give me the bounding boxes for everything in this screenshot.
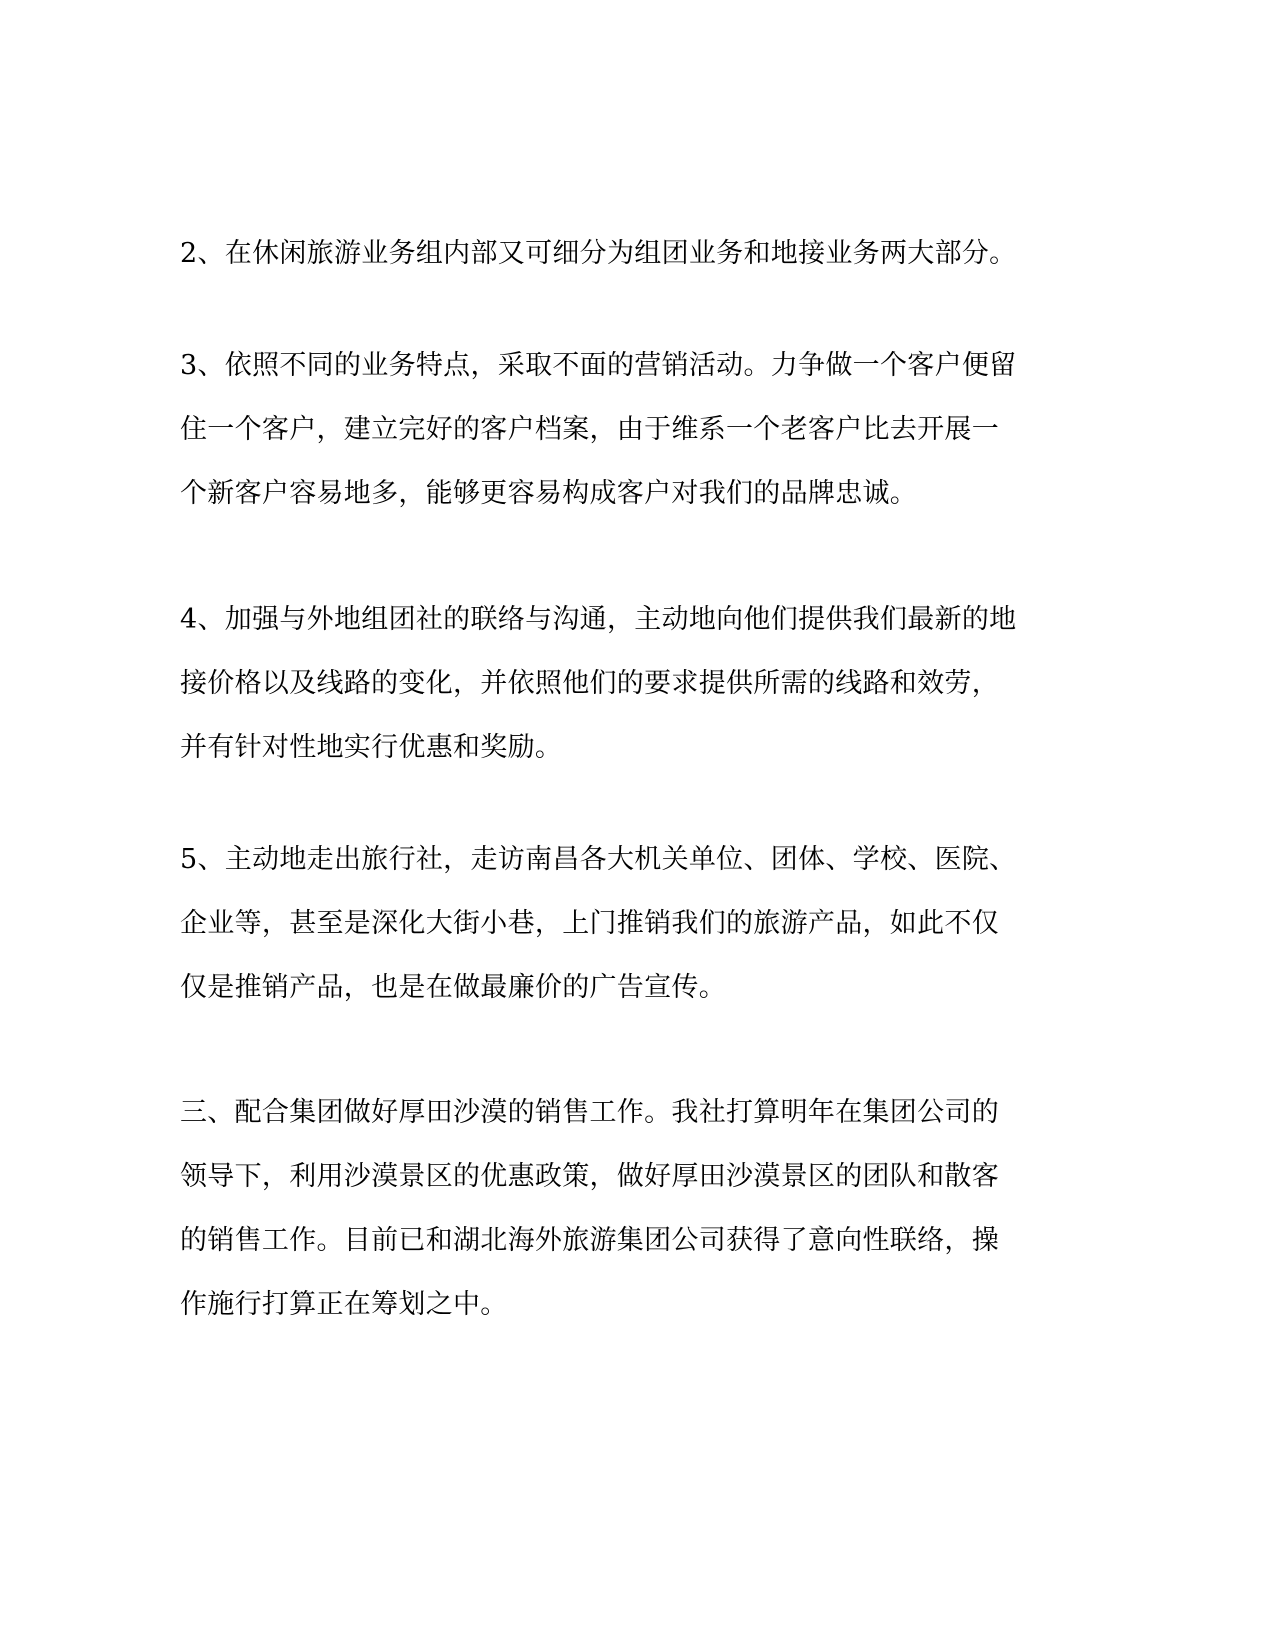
paragraph-line: 住一个客户，建立完好的客户档案，由于维系一个老客户比去开展一 [180, 414, 999, 445]
paragraph-item-3 [180, 334, 1040, 526]
paragraph-line: 领导下，利用沙漠景区的优惠政策，做好厚田沙漠景区的团队和散客 [180, 1161, 999, 1192]
paragraph-line: 企业等，甚至是深化大街小巷，上门推销我们的旅游产品，如此不仅 [180, 908, 999, 939]
section-three-paragraph [180, 1081, 1040, 1337]
paragraph-line: 3、依照不同的业务特点，采取不面的营销活动。力争做一个客户便留 [180, 350, 1017, 381]
paragraph-line: 5、主动地走出旅行社，走访南昌各大机关单位、团体、学校、医院、 [180, 844, 1017, 875]
paragraph-line: 并有针对性地实行优惠和奖励。 [180, 732, 563, 763]
paragraph-item-2 [180, 222, 1040, 286]
paragraph-line: 个新客户容易地多，能够更容易构成客户对我们的品牌忠诚。 [180, 478, 918, 509]
paragraph-line: 2、在休闲旅游业务组内部又可细分为组团业务和地接业务两大部分。 [180, 238, 1017, 269]
paragraph-line: 接价格以及线路的变化，并依照他们的要求提供所需的线路和效劳， [180, 668, 999, 699]
paragraph-item-5 [180, 828, 1040, 1020]
paragraph-line: 的销售工作。目前已和湖北海外旅游集团公司获得了意向性联络，操 [180, 1225, 999, 1256]
paragraph-line: 4、加强与外地组团社的联络与沟通，主动地向他们提供我们最新的地 [180, 604, 1017, 635]
paragraph-line: 三、配合集团做好厚田沙漠的销售工作。我社打算明年在集团公司的 [180, 1097, 999, 1128]
paragraph-line: 作施行打算正在筹划之中。 [180, 1289, 508, 1320]
paragraph-line: 仅是推销产品，也是在做最廉价的广告宣传。 [180, 972, 726, 1003]
paragraph-item-4 [180, 588, 1040, 780]
